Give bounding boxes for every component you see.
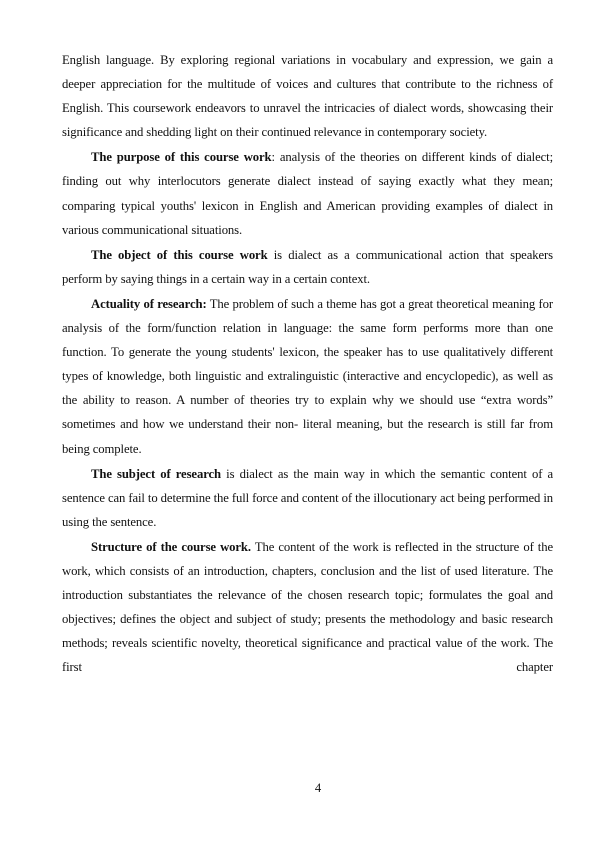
- document-page: [62, 48, 553, 679]
- paragraph-text: English language. By exploring regional variations in vocabulary and expression, we gain a deeper appreciation for the multitude of voices and cultures that contribute to the richness of English. This coursework endeavors to unravel the intricacies of dialect words, showcasing their significance and shedding light on their continued relevance in contemporary society.: [62, 53, 553, 140]
- paragraph-text: The content of the work is reflected in the structure of the work, which consists of an introduction, chapters, conclusion and the list of used literature. The introduction substantiates the relevance of the chosen research topic; formulates the goal and objectives; defines the object and subject of study; presents the methodology and basic research methods; reveals scientific novelty, theoretical significance and practical value of the work. The first chapter: [62, 539, 553, 675]
- paragraph-text: : analysis of the theories on different kinds of dialect; finding out why interlocutors generate dialect instead of saying exactly what they mean; comparing typical youths' lexicon in English and American providing examples of dialect in various communicational situations.: [62, 150, 553, 237]
- paragraph-object: [62, 243, 553, 291]
- paragraph-actuality: [62, 292, 553, 461]
- paragraph-lead: Actuality of research:: [91, 296, 207, 311]
- paragraph-lead: The object of this course work: [91, 247, 268, 262]
- paragraph-text: The problem of such a theme has got a great theoretical meaning for analysis of the form/function relation in language: the same form performs more than one function. To generate the young students' lexicon, the speaker has to use qualitatively different types of knowledge, both linguistic and extralinguistic (interactive and encyclopedic), as well as the ability to reason. A number of theories try to explain why we should use “extra words” sometimes and how we understand their non- literal meaning, but the research is still far from being complete.: [62, 296, 553, 456]
- paragraph-intro-continuation: [62, 48, 553, 144]
- paragraph-text: is dialect as a communicational action that speakers perform by saying things in a certain way in a certain context.: [62, 247, 553, 286]
- paragraph-purpose: [62, 145, 553, 241]
- paragraph-lead: Structure of the course work.: [91, 539, 251, 554]
- page-number: 4: [314, 781, 322, 795]
- paragraph-structure: [62, 535, 553, 680]
- paragraph-lead: The subject of research: [91, 466, 221, 481]
- paragraph-subject: [62, 462, 553, 534]
- paragraph-lead: The purpose of this course work: [91, 150, 272, 165]
- paragraph-text: is dialect as the main way in which the semantic content of a sentence can fail to determine the full force and content of the illocutionary act being performed in using the sentence.: [62, 466, 554, 529]
